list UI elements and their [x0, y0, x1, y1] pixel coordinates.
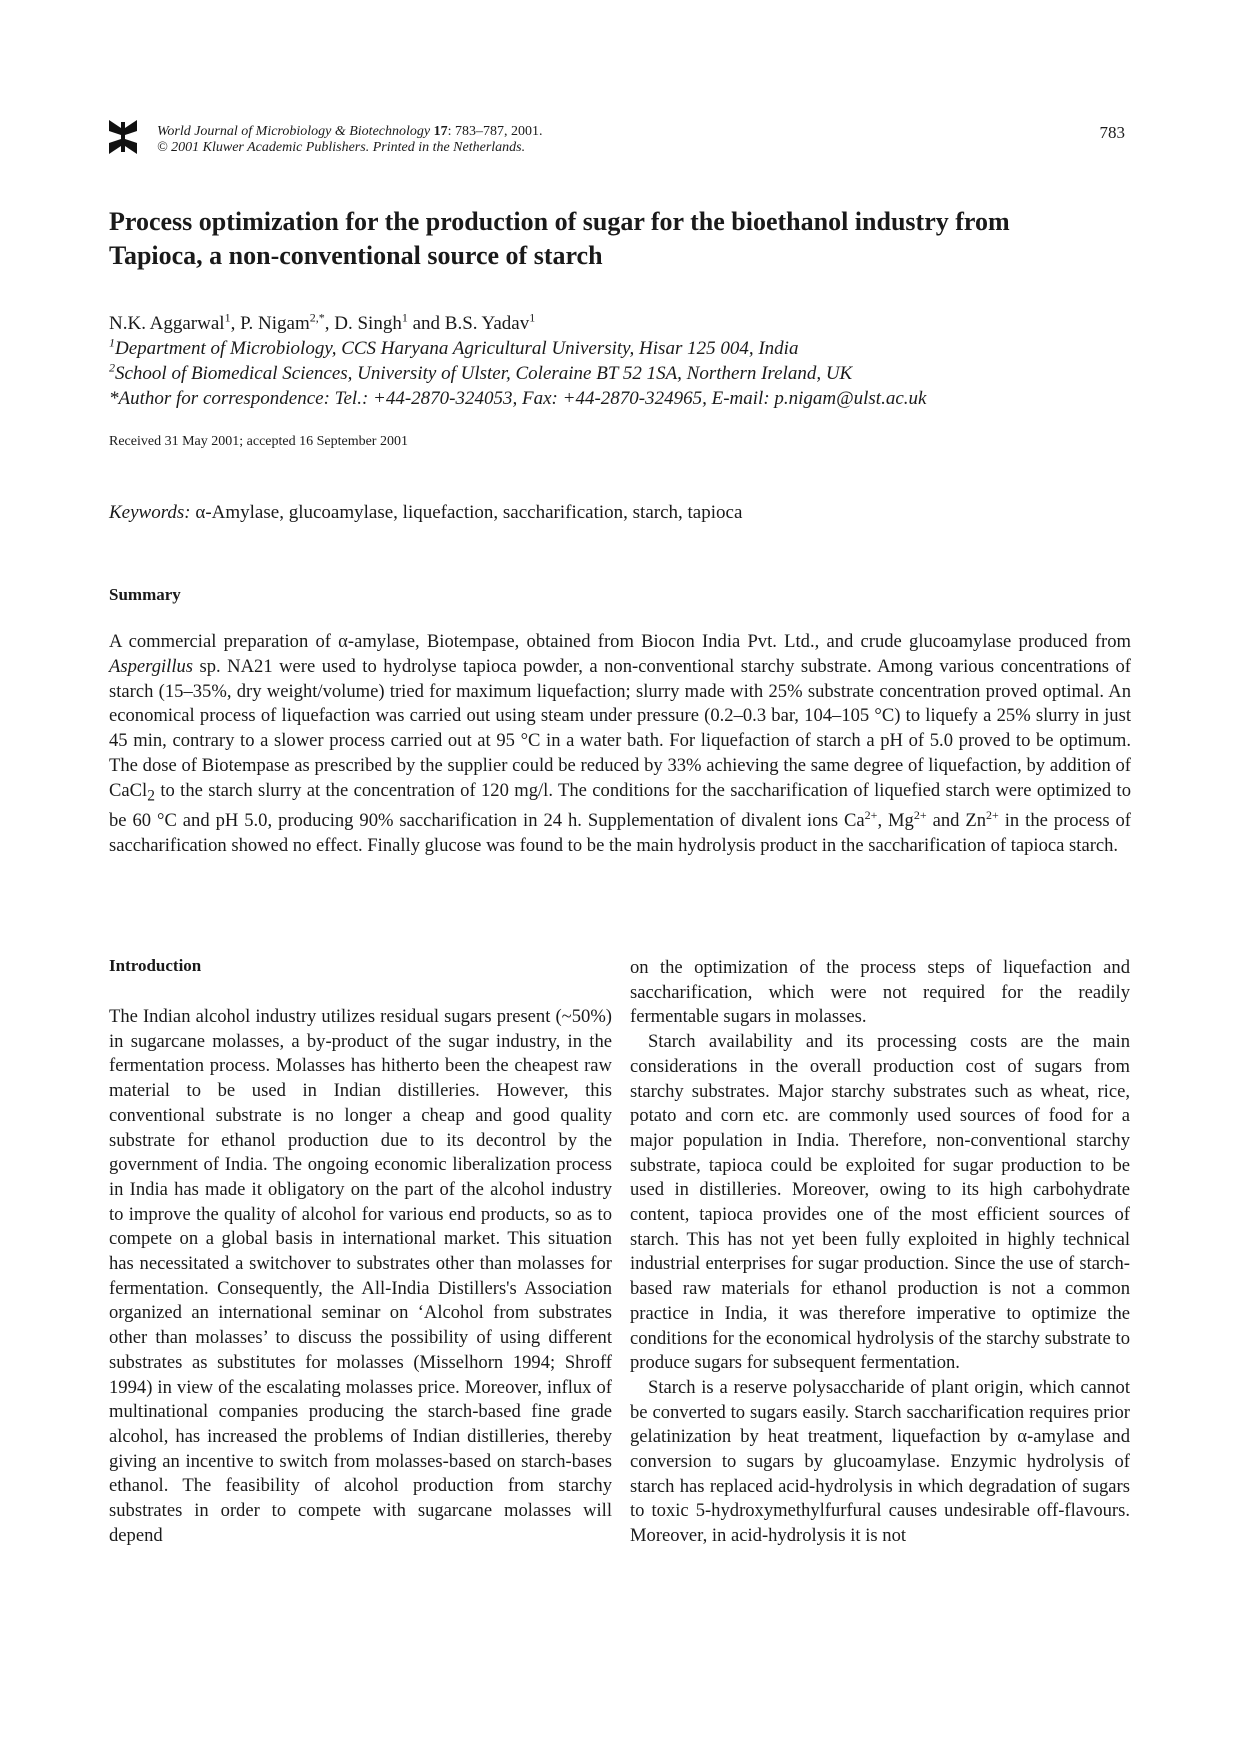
- affiliation-sup: 1: [109, 335, 115, 350]
- affiliation-1: [109, 337, 798, 361]
- summary-subscript: 2: [147, 787, 155, 805]
- author-name: D. Singh: [334, 313, 402, 334]
- summary-text: to the starch slurry at the concentration of 120 mg/l. The conditions for the saccharification of liquefied starch were optimized to be 60 °C and pH 5.0, producing 90% saccharification in 24 h. Supplementation of divalent ions Ca: [109, 779, 1131, 832]
- author-list: [109, 312, 535, 336]
- author-sep: ,: [230, 313, 241, 334]
- author-sup: 1: [401, 310, 408, 325]
- author-sup: 2,*: [309, 310, 325, 325]
- author-sep: ,: [324, 313, 335, 334]
- summary-text: , Mg: [877, 810, 914, 832]
- page-number: 783: [1099, 123, 1125, 142]
- article-title: Process optimization for the production of sugar for the bioethanol industry from Tapioca, a non-conventional source of starch: [109, 207, 1010, 270]
- intro-right-paragraph-1: on the optimization of the process steps of liquefaction and saccharification, which were not required for the readily fermentable sugars in molasses.: [630, 957, 1130, 1028]
- intro-right-paragraph-2: Starch availability and its processing costs are the main considerations in the overall production cost of sugars from starchy substrates. Major starchy substrates such as wheat, rice, potato and corn etc. are commonly used sources of food for a major population in India. Therefore, non-conventional starchy substrate, tapioca could be exploited for sugar production to be used in distilleries. Moreover, owing to its high carbohydrate content, tapioca provides one of the most efficient sources of starch. This has not yet been fully exploited in highly technical industrial enterprises for sugar production. Since the use of starch-based raw materials for ethanol production is not a common practice in India, it was therefore imperative to optimize the conditions for the economical hydrolysis of the starchy substrate to produce sugars for subsequent fermentation.: [630, 1031, 1130, 1374]
- summary-paragraph: [109, 630, 1131, 859]
- author-sep: and: [407, 313, 445, 334]
- correspondence-line: *Author for correspondence: Tel.: +44-2870-324053, Fax: +44-2870-324965, E-mail: p.nigam@ulst.ac.uk: [109, 388, 927, 409]
- summary-superscript: 2+: [986, 808, 999, 823]
- summary-text: and Zn: [926, 810, 987, 832]
- journal-citation: [157, 124, 543, 156]
- summary-text: sp. NA21 were used to hydrolyse tapioca powder, a non-conventional starchy substrate. Among various concentrations of starch (15–35%, dry weight/volume) tried for maximum liquefaction; slurry made with 25% substrate concentration proved optimal. An economical process of liquefaction was carried out using steam under pressure (0.2–0.3 bar, 104–105 °C) to liquefy a 25% slurry in just 45 min, contrary to a slower process carried out at 95 °C in a water bath. For liquefaction of starch a pH of 5.0 proved to be optimum. The dose of Biotempase as prescribed by the supplier could be reduced by 33% achieving the same degree of liquefaction, by addition of CaCl: [109, 655, 1131, 801]
- publisher-logo-icon: [107, 118, 139, 156]
- copyright-line: © 2001 Kluwer Academic Publishers. Printed in the Netherlands.: [157, 140, 526, 155]
- journal-name: World Journal of Microbiology & Biotechnology: [157, 124, 431, 139]
- keywords-line: [109, 502, 742, 524]
- summary-genus: Aspergillus: [109, 655, 194, 677]
- affiliation-text: Department of Microbiology, CCS Haryana Agricultural University, Hisar 125 004, India: [115, 338, 799, 359]
- affiliation-sup: 2: [109, 360, 115, 375]
- intro-left-paragraph: The Indian alcohol industry utilizes residual sugars present (~50%) in sugarcane molasses, a by-product of the sugar industry, in the fermentation process. Molasses has hitherto been the cheapest raw material to be used in Indian distilleries. However, this conventional substrate is no longer a cheap and good quality substrate for ethanol production due to its decontrol by the government of India. The ongoing economic liberalization process in India has made it obligatory on the part of the alcohol industry to improve the quality of alcohol for various end products, so as to compete on a global basis in international market. This situation has necessitated a switchover to substrates other than molasses for fermentation. Consequently, the All-India Distillers's Association organized an international seminar on ‘Alcohol from substrates other than molasses’ to discuss the possibility of using different substrates as substitutes for molasses (Misselhorn 1994; Shroff 1994) in view of the escalating molasses price. Moreover, influx of multinational companies producing the starch-based fine grade alcohol, has increased the problems of Indian distilleries, thereby giving an incentive to switch from molasses-based on starch-bases ethanol. The feasibility of alcohol production from starchy substrates in order to compete with sugarcane molasses will depend: [109, 1006, 612, 1546]
- introduction-heading: Introduction: [109, 956, 202, 975]
- author-name: B.S. Yadav: [444, 313, 530, 334]
- summary-text: in the process of saccharification showed no effect. Finally glucose was found to be the main hydrolysis product in the saccharification of tapioca starch.: [109, 810, 1131, 857]
- author-sup: 1: [224, 310, 231, 325]
- summary-heading: Summary: [109, 585, 181, 604]
- author-name: N.K. Aggarwal: [109, 313, 225, 334]
- keywords-label: Keywords:: [109, 502, 191, 523]
- author-name: P. Nigam: [240, 313, 310, 334]
- affiliation-2: [109, 362, 852, 386]
- author-sup: 1: [529, 310, 536, 325]
- summary-superscript: 2+: [864, 808, 878, 823]
- journal-pages: : 783–787, 2001.: [447, 124, 543, 139]
- affiliation-text: School of Biomedical Sciences, University of Ulster, Coleraine BT 52 1SA, Northern Ireland, UK: [115, 363, 853, 384]
- journal-volume: 17: [433, 124, 448, 139]
- intro-right-column: [630, 956, 1130, 1549]
- intro-right-paragraph-3: Starch is a reserve polysaccharide of plant origin, which cannot be converted to sugars easily. Starch saccharification requires prior gelatinization by heat treatment, liquefaction by α-amylase and conversion to sugars by glucoamylase. Enzymic hydrolysis of starch has replaced acid-hydrolysis in which degradation of sugars to toxic 5-hydroxymethylfurfural causes undesirable off-flavours. Moreover, in acid-hydrolysis it is not: [630, 1376, 1130, 1547]
- received-dates: Received 31 May 2001; accepted 16 September 2001: [109, 434, 408, 449]
- summary-superscript: 2+: [913, 808, 927, 823]
- summary-text: A commercial preparation of α-amylase, Biotempase, obtained from Biocon India Pvt. Ltd., and crude glucoamylase produced from: [109, 631, 1131, 652]
- keywords-text: α-Amylase, glucoamylase, liquefaction, saccharification, starch, tapioca: [195, 502, 743, 523]
